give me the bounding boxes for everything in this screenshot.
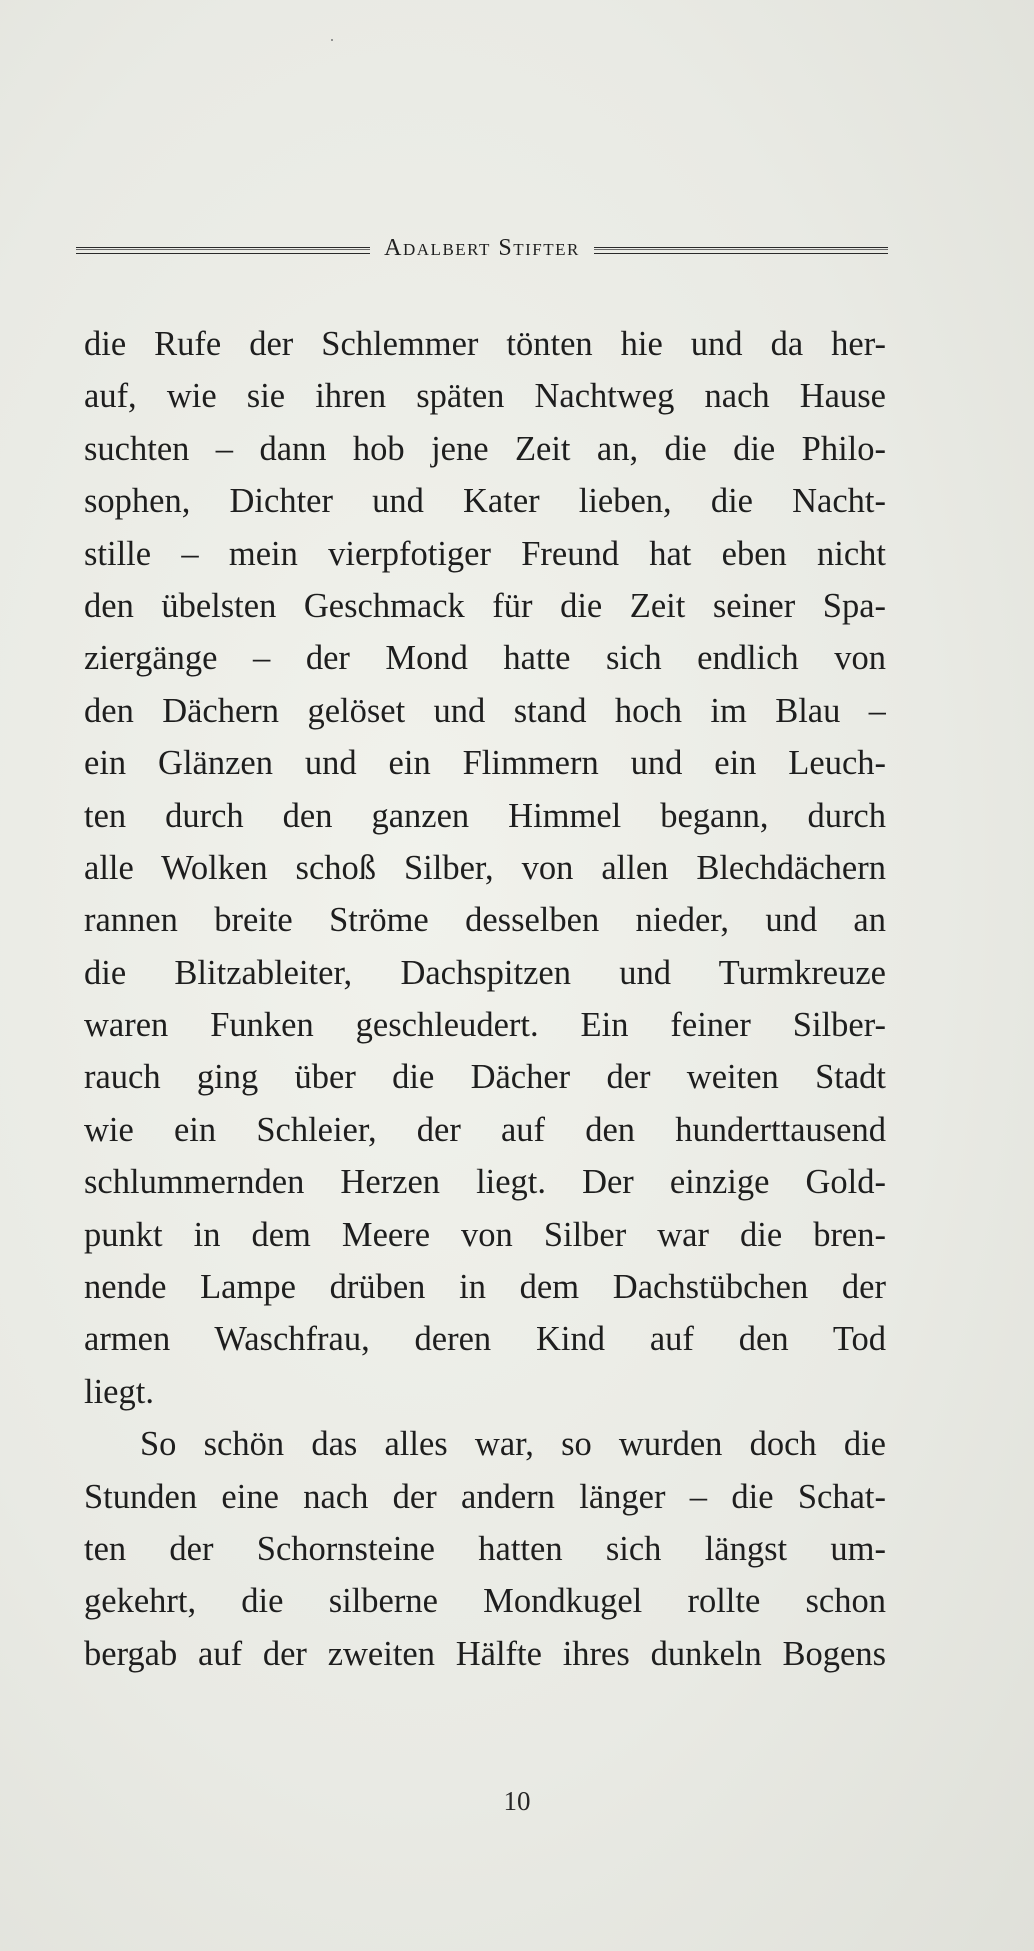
text-line: ein Glänzen und ein Flimmern und ein Leuch- xyxy=(84,744,886,783)
text-line: Stunden eine nach der andern länger – die Schat- xyxy=(84,1477,886,1516)
text-line: die Blitzableiter, Dachspitzen und Turmkreuze xyxy=(84,953,886,992)
text-line: alle Wolken schoß Silber, von allen Blechdächern xyxy=(84,848,886,887)
text-line: suchten – dann hob jene Zeit an, die die Philo- xyxy=(84,429,886,468)
text-line: auf, wie sie ihren späten Nachtweg nach Hause xyxy=(84,377,886,416)
text-line: ziergänge – der Mond hatte sich endlich von xyxy=(84,639,886,678)
text-line: die Rufe der Schlemmer tönten hie und da her- xyxy=(84,325,886,363)
text-line: den übelsten Geschmack für die Zeit seiner Spa- xyxy=(84,586,886,625)
text-line: sophen, Dichter und Kater lieben, die Nacht- xyxy=(84,482,886,521)
paper-speck xyxy=(331,39,333,41)
text-line: schlummernden Herzen liegt. Der einzige Gold- xyxy=(84,1163,886,1202)
running-header xyxy=(76,228,888,268)
text-line: bergab auf der zweiten Hälfte ihres dunkeln Bogens xyxy=(84,1634,886,1673)
paragraph-end-line: liegt. xyxy=(84,1372,154,1411)
body-text xyxy=(84,318,886,1680)
paragraph-start-line: So schön das alles war, so wurden doch die xyxy=(140,1425,886,1464)
text-line: nende Lampe drüben in dem Dachstübchen der xyxy=(84,1268,886,1307)
header-rule-right xyxy=(594,247,888,254)
text-line: wie ein Schleier, der auf den hunderttausend xyxy=(84,1110,886,1149)
text-line: rauch ging über die Dächer der weiten Stadt xyxy=(84,1058,886,1097)
text-line: punkt in dem Meere von Silber war die bren- xyxy=(84,1215,886,1254)
text-line: den Dächern gelöset und stand hoch im Blau – xyxy=(84,691,886,730)
text-line: rannen breite Ströme desselben nieder, und an xyxy=(84,901,886,940)
text-line: ten durch den ganzen Himmel begann, durch xyxy=(84,796,886,835)
text-line: waren Funken geschleudert. Ein feiner Silber- xyxy=(84,1006,886,1045)
header-rule-left xyxy=(76,247,370,254)
text-line: armen Waschfrau, deren Kind auf den Tod xyxy=(84,1320,886,1359)
running-head-author: Adalbert Stifter xyxy=(384,234,580,261)
text-line: stille – mein vierpfotiger Freund hat eben nicht xyxy=(84,534,886,573)
text-line: ten der Schornsteine hatten sich längst um- xyxy=(84,1529,886,1568)
page-number: 10 xyxy=(503,1786,531,1816)
text-line: gekehrt, die silberne Mondkugel rollte schon xyxy=(84,1582,886,1621)
